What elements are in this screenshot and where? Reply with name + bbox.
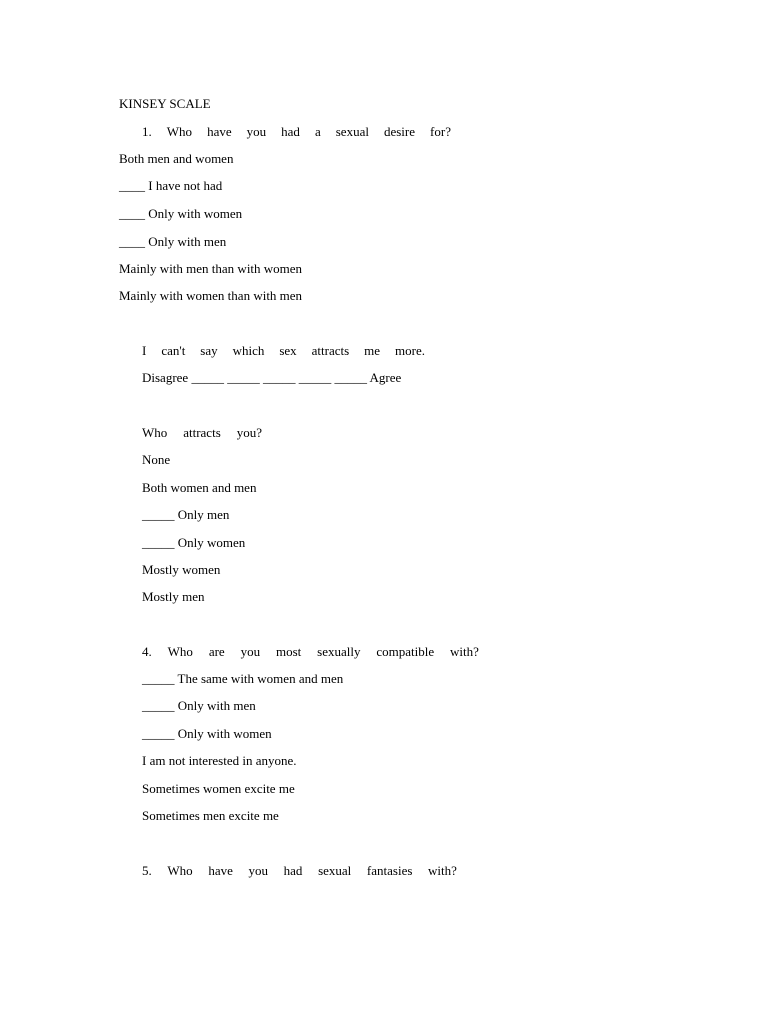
q4-option: _____ Only with men: [142, 698, 256, 713]
q1-option: Mainly with women than with men: [119, 288, 303, 303]
q4-option: _____ Only with women: [142, 726, 272, 741]
word: most: [275, 644, 302, 659]
word: you: [248, 863, 268, 878]
q3-option: _____ Only women: [142, 535, 246, 550]
word: with?: [450, 644, 479, 659]
word: say: [200, 343, 218, 358]
word: I: [142, 343, 147, 358]
q1-option: Both men and women: [119, 151, 234, 166]
word: sexual: [318, 863, 352, 878]
word: can't: [161, 343, 186, 358]
q3-option: Mostly men: [142, 589, 205, 604]
word: with?: [428, 863, 457, 878]
word: had: [281, 124, 300, 139]
word: Who: [142, 425, 168, 440]
word: sexually: [317, 644, 361, 659]
q4-option: Sometimes women excite me: [142, 781, 295, 796]
q4-option: _____ The same with women and men: [142, 671, 344, 686]
word: 4.: [142, 644, 152, 659]
word: more.: [395, 343, 425, 358]
word: me: [364, 343, 381, 358]
q3-option: _____ Only men: [142, 507, 230, 522]
word: had: [283, 863, 303, 878]
q1-option: ____ Only with women: [119, 206, 243, 221]
q3-option: Both women and men: [142, 480, 257, 495]
q1-option: ____ I have not had: [119, 178, 223, 193]
word: you: [246, 124, 267, 139]
document-title: KINSEY SCALE: [119, 96, 211, 111]
word: are: [208, 644, 225, 659]
q4-option: Sometimes men excite me: [142, 808, 279, 823]
question-5: [142, 863, 457, 879]
word: Who: [166, 124, 193, 139]
word: Who: [167, 863, 193, 878]
question-1: [142, 124, 451, 140]
word: 1.: [142, 124, 152, 139]
q1-option: Mainly with men than with women: [119, 261, 303, 276]
word: you: [240, 644, 261, 659]
word: attracts: [311, 343, 350, 358]
word: Who: [167, 644, 193, 659]
word: sex: [279, 343, 297, 358]
word: 5.: [142, 863, 152, 878]
word: which: [232, 343, 265, 358]
word: have: [207, 124, 232, 139]
word: for?: [430, 124, 451, 139]
word: attracts: [183, 425, 221, 440]
q1-option: ____ Only with men: [119, 234, 227, 249]
word: you?: [236, 425, 262, 440]
q3-option: None: [142, 452, 171, 467]
q3-option: Mostly women: [142, 562, 221, 577]
word: a: [314, 124, 321, 139]
question-3: [142, 425, 262, 441]
statement-2: [142, 343, 425, 359]
word: compatible: [376, 644, 435, 659]
word: have: [208, 863, 233, 878]
word: fantasies: [366, 863, 413, 878]
word: desire: [383, 124, 416, 139]
question-4: [142, 644, 479, 660]
agreement-scale: Disagree _____ _____ _____ _____ _____ Agree: [142, 370, 402, 385]
q4-option: I am not interested in anyone.: [142, 753, 297, 768]
word: sexual: [335, 124, 369, 139]
